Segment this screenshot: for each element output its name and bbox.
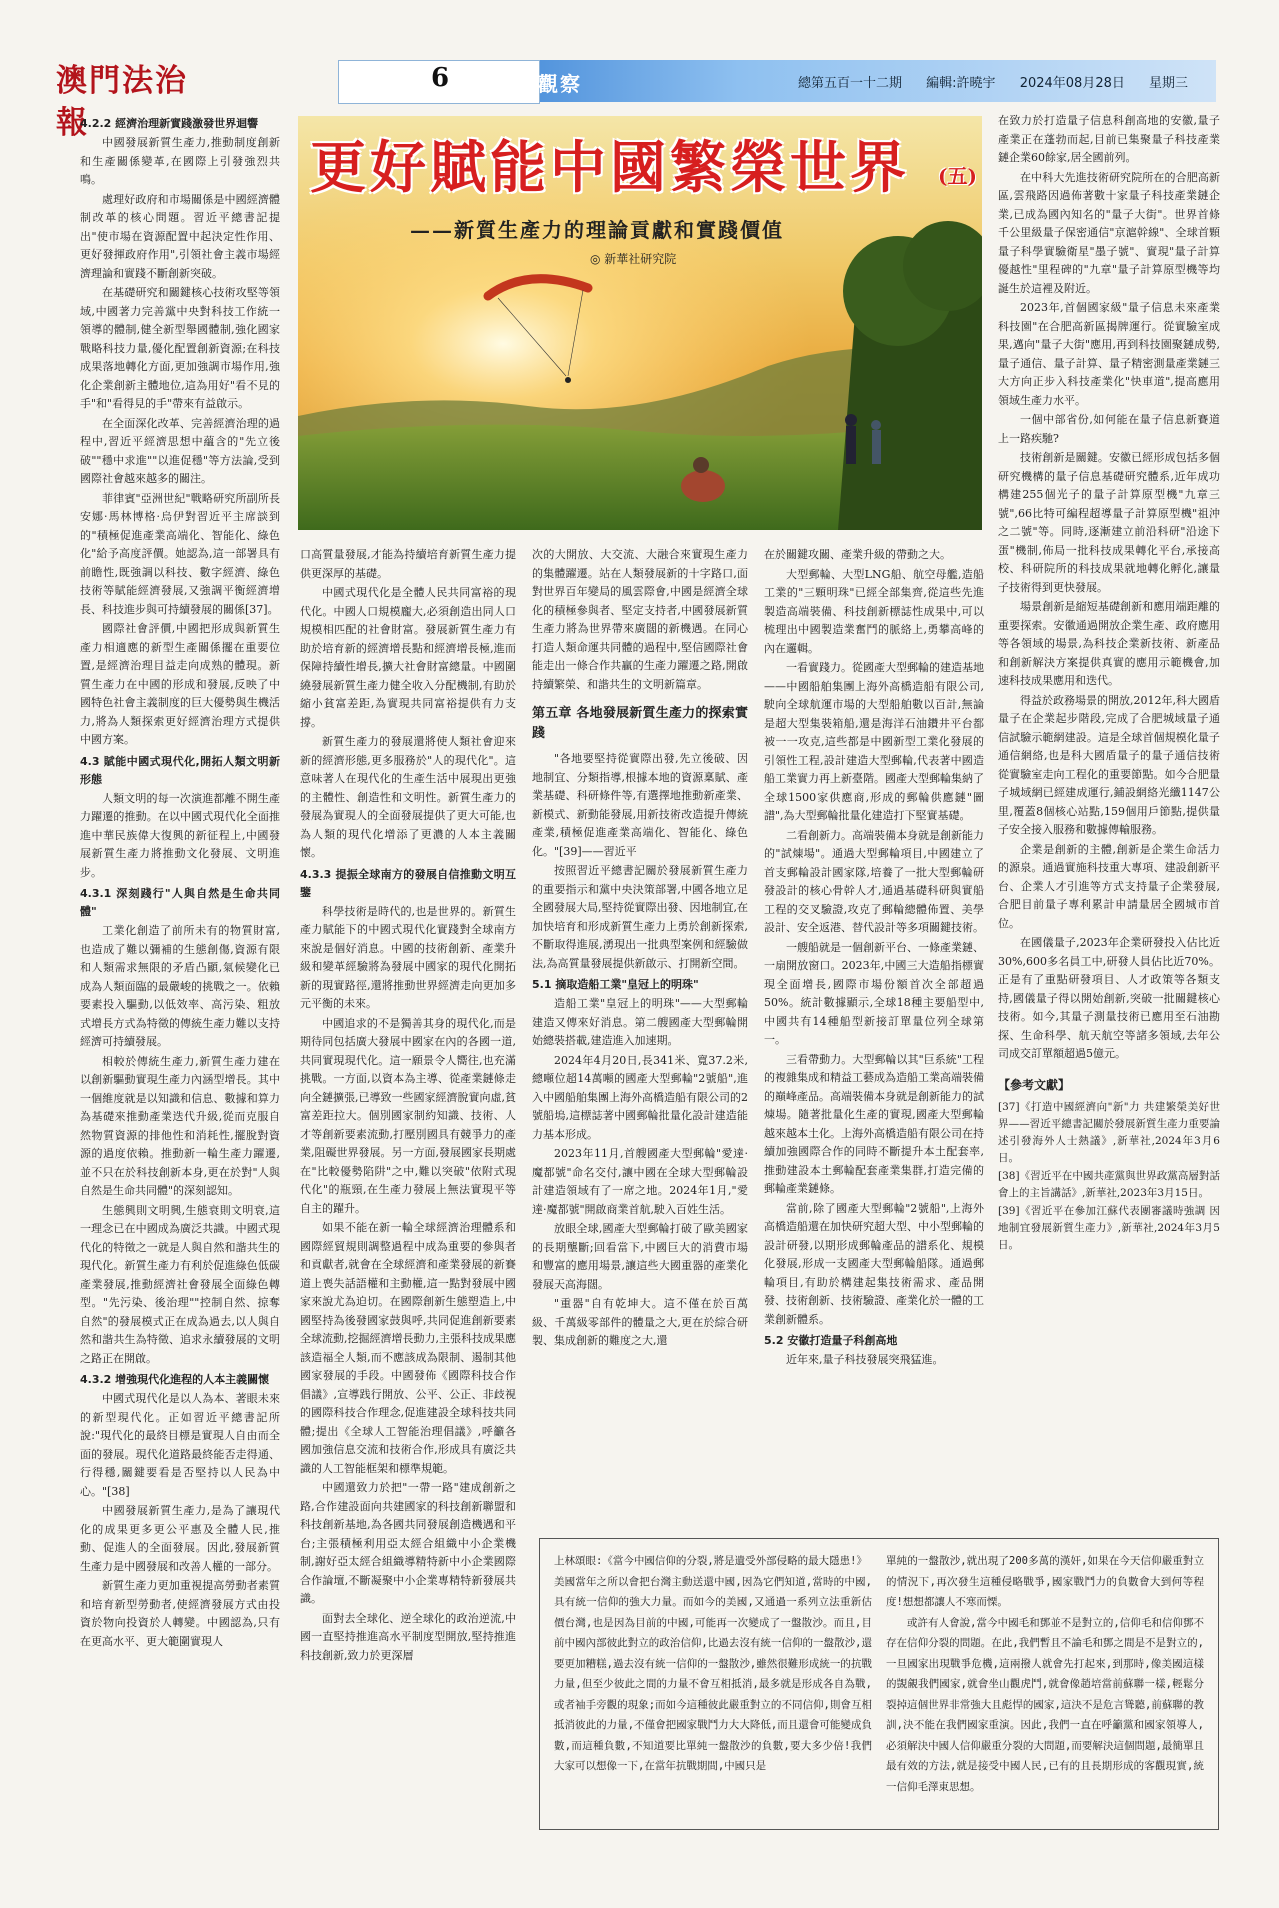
text-column-2 bbox=[300, 546, 516, 1846]
paragraph: 在致力於打造量子信息科創高地的安徽,量子產業正在蓬勃而起,目前已集聚量子科技產業鏈企業60餘家,居全國前列。 bbox=[998, 114, 1220, 164]
box-paragraph: 上林頌眼:《當今中國信仰的分裂,將是遺受外部侵略的最大隱患!》 bbox=[554, 1555, 867, 1567]
paragraph: 中國式現代化是以人為本、著眼未來的新型現代化。正如習近平總書記所說:"現代化的最終目標是實現人自由而全面的發展。現代化道路最終能否走得通、行得穩,關鍵要看是否堅持以人民為中心。"[38] bbox=[80, 1392, 280, 1498]
box-column-right bbox=[886, 1551, 1204, 1821]
paragraph: 在中科大先進技術研究院所在的合肥高新區,雲飛路因過佈著數十家量子科技產業鏈企業,已成為國內知名的"量子大街"。世界首條千公里級量子保密通信"京滬幹線"、全球首顆量子科學實驗衛星"墨子號"、實現"量子計算優越性"里程碑的"九章"量子計算原型機等均誕生於這裡及附近。 bbox=[998, 170, 1220, 295]
subheading: 4.3.1 深刻踐行"人與自然是生命共同體" bbox=[80, 887, 280, 918]
subheading: 4.3.3 提振全球南方的發展自信推動文明互鑒 bbox=[300, 867, 516, 899]
paragraph: 科學技術是時代的,也是世界的。新質生產力賦能下的中國式現代化實踐對全球南方來說是個好消息。中國的技術創新、產業升級和變革經驗將為發展中國家的現代化開拓新的現實路徑,還將推動世界經濟走向更加多元平衡的未來。 bbox=[300, 904, 516, 1010]
boxed-commentary bbox=[539, 1538, 1219, 1830]
paragraph: 口高質量發展,才能為持續培育新質生產力提供更深厚的基礎。 bbox=[300, 548, 516, 580]
chapter-heading: 第五章 各地發展新質生產力的探索實踐 bbox=[532, 706, 748, 741]
subheading: 5.2 安徽打造量子科創高地 bbox=[764, 1334, 898, 1347]
reference-item: [39]《習近平在參加江蘇代表團審議時強調 因地制宜發展新質生產力》,新華社,2024年3月5日。 bbox=[998, 1204, 1220, 1251]
paragraph: 一個中部省份,如何能在量子信息新賽道上一路疾馳? bbox=[998, 413, 1220, 445]
paragraph: 企業是創新的主體,創新是企業生命活力的源泉。通過實施科技重大專項、建設創新平台、企業人才引進等方式支持量子企業發展,合肥目前量子專利累計申請量居全國城市首位。 bbox=[998, 842, 1220, 930]
paragraph: 菲律賓"亞洲世紀"戰略研究所副所長安娜·馬林博格·烏伊對習近平主席談到的"積極促進產業高端化、智能化、綠色化"給予高度評價。她認為,這一部署具有前瞻性,既強調以科技、數字經濟、綠色技術等賦能經濟發展,又強調平衡經濟增長、科技進步與可持續發展的關係[37]。 bbox=[80, 491, 280, 616]
paragraph: 在全面深化改革、完善經濟治理的過程中,習近平經濟思想中蘊含的"先立後破""穩中求進""以進促穩"等方法論,受到國際社會越來越多的關注。 bbox=[80, 416, 280, 485]
paragraph: 國際社會評價,中國把形成與新質生產力相適應的新型生產關係擺在重要位置,是經濟治理目益走向成熟的體現。新質生產力在中國的形成和發展,反映了中國特色社會主義制度的巨大優勢與生機活力,將為人類探索更好經濟治理方式提供中國方案。 bbox=[80, 622, 280, 746]
paragraph: 二看創新力。高端裝備本身就是創新能力的"試煉場"。通過大型郵輪項目,中國建立了首支郵輪設計國家隊,培養了一批大型郵輪研發設計的核心骨幹人才,通過基礎科研與實船工程的交叉驗證,攻克了郵輪總體佈置、美學設計、安全返港、替代設計等多項關鍵技術。 bbox=[764, 828, 984, 934]
article-subtitle: ——新質生產力的理論貢獻和實踐價值 bbox=[410, 218, 784, 242]
text-column-4 bbox=[764, 546, 984, 1514]
paragraph: 場景創新是縮短基礎創新和應用端距離的重要探索。安徽通過開放企業生產、政府應用等各領域的場景,為科技企業新技術、新產品和創新解決方案提供真實的應用示範機會,加速科技成果應用和迭代。 bbox=[998, 600, 1220, 687]
box-paragraph: 美國當年之所以會把台灣主動送還中國,因為它們知道,當時的中國,具有統一信仰的強大力量。而如今的美國,又通過一系列立法重新估價台灣,也是因為目前的中國,可能再一次變成了一盤散沙。而且,目前中國內部彼此對立的政治信仰,比過去沒有統一信仰的一盤散沙,還要更加糟糕,過去沒有統一信仰的一盤散沙,雖然很難形成統一的抗戰力量,但至少彼此之間的力量不會互相抵消,最多就是形成各自為戰,或者袖手旁觀的現象;而如今這種彼此嚴重對立的不同信仰,則會互相抵消彼此的力量,不僅會把國家戰鬥力大大降低,而且還會可能變成負數,而這種負數,不知道要比單純一盤散沙的負數,要大多少倍!我們大家可以想像一下,在當年抗戰期間,中國只是 bbox=[554, 1575, 872, 1772]
paragraph: 在基礎研究和關鍵核心技術攻堅等領域,中國著力完善黨中央對科技工作統一領導的體制,健全新型舉國體制,強化國家戰略科技力量,優化配置創新資源;在科技成果落地轉化方面,更加強調市場作用,強化企業創新主體地位,這為用好"看不見的手"和"看得見的手"帶來有益啟示。 bbox=[80, 286, 280, 410]
reference-item: [37]《打造中國經濟向"新"力 共建繁榮美好世界——習近平總書記關於發展新質生產力重要論述引發海外人士熱議》,新華社,2024年3月6日。 bbox=[998, 1100, 1220, 1164]
paragraph: 在國儀量子,2023年企業研發投入佔比近30%,600多名員工中,研發人員佔比近70%。正是有了重點研發項目、人才政策等各類支持,國儀量子得以開始創新,突破一批關鍵核心技術。如今,其量子測量技術已應用至石油勘探、生命科學、航天航空等諸多領域,去年公司成交訂單額超過5億元。 bbox=[998, 936, 1220, 1060]
issue-number: 總第五百一十二期 bbox=[798, 76, 903, 91]
paragraph: 大型郵輪、大型LNG船、航空母艦,造船工業的"三顆明珠"已經全部集齊,從這些先進製造高端裝備、科技創新標誌性成果中,可以梳理出中國製造業奮鬥的脈絡上,勇攀高峰的內在邏輯。 bbox=[764, 567, 984, 655]
subheading: 4.2.2 經濟治理新實踐激發世界迴響 bbox=[80, 117, 259, 130]
masthead-logo: 澳門法治報 bbox=[56, 63, 188, 141]
paragraph: 中國追求的不是獨善其身的現代化,而是期待同包括廣大發展中國家在內的各國一道,共同實現現代化。這一願景令人嚮往,也充滿挑戰。一方面,以資本為主導、從產業鏈條走向全鏈擴張,已導致一些國家經濟脫實向虛,貧富差距拉大。個別國家制約知識、技術、人才等創新要素流動,打壓別國具有競爭力的產業,阻礙世界發展。另一方面,發展國家長期處在"比較優勢陷阱"之中,難以突破"依附式現代化"的瓶頸,在生產力發展上無法實現平等自主的躍升。 bbox=[300, 1016, 516, 1215]
page-number: 6 bbox=[431, 63, 450, 93]
paragraph: "重器"自有乾坤大。這不僅在於百萬級、千萬級零部件的體量之大,更在於綜合研製、集成創新的難度之大,還 bbox=[532, 1297, 748, 1347]
paragraph: 2023年,首個國家級"量子信息未來產業科技園"在合肥高新區揭牌運行。從實驗室成果,邁向"量子大街"應用,再到科技園聚鏈成勢,量子通信、量子計算、量子精密測量產業鏈三大方向正步入科技產業化"快車道",提高應用領域生產力水平。 bbox=[998, 301, 1220, 407]
paragraph: 中國還致力於把"一帶一路"建成創新之路,合作建設面向共建國家的科技創新聯盟和科技創新基地,為各國共同發展創造機遇和平台;主張積極利用亞太經合組織中小企業機制,謝好亞太經合組織導精特新中小企業國際合作論壇,不斷凝聚中小企業專精特新發展共識。 bbox=[300, 1481, 516, 1605]
subheading: 4.3.2 增強現代化進程的人本主義關懷 bbox=[80, 1373, 270, 1386]
paragraph: 新質生產力更加重視提高勞動者素質和培育新型勞動者,使經濟發展方式由投資於物向投資於人轉變。中國認為,只有在更高水平、更大範圍實現人 bbox=[80, 1579, 280, 1648]
paragraph: 按照習近平總書記關於發展新質生產力的重要指示和黨中央決策部署,中國各地立足全國發展大局,堅持從實際出發、因地制宜,在加快培育和形成新質生產力上勇於創新探索,不斷取得進展,湧現出一批典型案例和經驗做法,為高質量發展提供新啟示、打開新空間。 bbox=[532, 864, 748, 970]
article-author: ◎ 新華社研究院 bbox=[590, 252, 677, 266]
subheading: 5.1 摘取造船工業"皇冠上的明珠" bbox=[532, 978, 699, 991]
article-part-label: (五) bbox=[938, 164, 977, 188]
box-paragraph: 或許有人會說,當今中國毛和鄧並不是對立的,信仰毛和信仰鄧不存在信仰分裂的問題。在此,我們暫且不論毛和鄧之間是不是對立的,一旦國家出現戰爭危機,這兩撥人就會先打起來,到那時,像美國這樣的覬覦我們國家,就會坐山觀虎鬥,就會像趙培當前蘇聯一樣,輕鬆分裂掉這個世界非常強大且彪悍的國家,這決不是危言聳聽,前蘇聯的教訓,決不能在我們國家重演。因此,我們一直在呼籲黨和國家領導人,必須解決中國人信仰嚴重分裂的大問題,而要解決這個問題,最簡單且最有效的方法,就是接受中國人民,已有的且長期形成的客觀現實,統一信仰毛澤東思想。 bbox=[886, 1616, 1204, 1793]
text-column-1 bbox=[80, 112, 280, 1852]
paragraph: 人類文明的每一次演進都離不開生產力躍遷的推動。在以中國式現代化全面推進中華民族偉大復興的新征程上,中國發展新質生產力將推動文化發展、文明進步。 bbox=[80, 791, 280, 879]
issue-meta bbox=[798, 72, 1208, 91]
quote-paragraph: "各地要堅持從實際出發,先立後破、因地制宜、分類指導,根據本地的資源稟賦、產業基礎、科研條件等,有選擇地推動新產業、新模式、新動能發展,用新技術改造提升傳統產業,積極促進產業高端化、智能化、綠色化。"[39]——習近平 bbox=[532, 752, 748, 858]
paragraph: 工業化創造了前所未有的物質財富,也造成了難以彌補的生態創傷,資源有限和人類需求無限的矛盾凸顯,氣候變化已成為人類面臨的最嚴峻的挑戰之一。依賴要素投入驅動,以低效率、高污染、粗放式增長方式為特徵的傳統生產力難以支持經濟可持續發展。 bbox=[80, 924, 280, 1048]
paragraph: 一艘船就是一個創新平台、一條產業鏈、一扇開放窗口。2023年,中國三大造船指標實現全面增長,國際市場份額首次全部超過50%。統計數據顯示,全球18種主要船型中,中國共有14種船型新接訂單量位列全球第一。 bbox=[764, 940, 984, 1046]
article-title: 更好賦能中國繁榮世界 bbox=[310, 135, 910, 201]
paragraph: 面對去全球化、逆全球化的政治逆流,中國一直堅持推進高水平制度型開放,堅持推進科技創新,致力於更深層 bbox=[300, 1611, 516, 1662]
paragraph: 次的大開放、大交流、大融合來實現生產力的集體躍遷。站在人類發展新的十字路口,面對世界百年變局的風雲際會,中國是經濟全球化的積極參與者、堅定支持者,中國發展新質生產力將為世界帶來廣闊的新機遇。在同心打造人類命運共同體的過程中,堅信國際社會能走出一條合作共贏的生產力躍遷之路,開啟持續繁榮、和諧共生的文明新篇章。 bbox=[532, 548, 748, 691]
paragraph: 處理好政府和市場關係是中國經濟體制改革的核心問題。習近平總書記提出"使市場在資源配置中起決定性作用、更好發揮政府作用",引領社會主義市場經濟理論和實踐不斷創新突破。 bbox=[80, 192, 280, 280]
paragraph: 中國式現代化是全體人民共同富裕的現代化。中國人口規模龐大,必須創造出同人口規模相匹配的社會財富。發展新質生產力有助於培育新的經濟增長點和經濟增長極,進而保障持續性增長,擴大社會財富總量。中國圍繞發展新質生產力健全收入分配機制,有助於縮小貧富差距,為實現共同富裕提供有力支撐。 bbox=[300, 586, 516, 729]
paragraph: 近年來,量子科技發展突飛猛進。 bbox=[786, 1353, 944, 1366]
paragraph: 放眼全球,國產大型郵輪打破了歐美國家的長期壟斷;回看當下,中國巨大的消費市場和豐富的應用場景,讓這些大國重器的產業化發展天高海闊。 bbox=[532, 1222, 748, 1291]
box-column-left bbox=[554, 1551, 872, 1821]
subheading: 4.3 賦能中國式現代化,開拓人類文明新形態 bbox=[80, 754, 280, 786]
editor-name: 編輯:許曉宇 bbox=[926, 76, 996, 91]
issue-date: 2024年08月28日 bbox=[1019, 76, 1125, 91]
box-paragraph: 單純的一盤散沙,就出現了200多萬的漢奸,如果在今天信仰嚴重對立的情況下,再次發生這種侵略戰爭,國家戰鬥力的負數會大到何等程度!想想都讓人不寒而慄。 bbox=[886, 1555, 1204, 1608]
paragraph: 三看帶動力。大型郵輪以其"巨系統"工程的複雜集成和精益工藝成為造船工業高端裝備的巔峰產品。高端裝備本身就是創新能力的試煉場。隨著批量化生產的實現,國產大型郵輪越來越本土化。上海外高橋造船有限公司在持續加強國際合作的同時不斷提升本土配套率,推動建設本土郵輪配套產業集群,打造完備的郵輪產業鏈條。 bbox=[764, 1052, 984, 1195]
paragraph: 新質生產力的發展還將使人類社會迎來新的經濟形態,更多服務於"人的現代化"。這意味著人在現代化的生產生活中展現出更強的主體性、創造性和文明性。新質生產力的發展為實現人的全面發展提供了更大可能,也為人類的現代化增添了更濃的人本主義關懷。 bbox=[300, 735, 516, 859]
paragraph: 2023年11月,首艘國產大型郵輪"愛達·魔都號"命名交付,讓中國在全球大型郵輪設計建造領域有了一席之地。2024年1月,"愛達·魔都號"開啟商業首航,駛入百姓生活。 bbox=[532, 1147, 748, 1216]
paragraph: 如果不能在新一輪全球經濟治理體系和國際經貿規則調整過程中成為重要的參與者和貢獻者,就會在全球經濟和產業發展的新賽道上喪失話語權和主動權,這一點對發展中國家來說尤為迫切。在國際創新生態塑造上,中國堅持為後發國家鼓與呼,共同促進創新要素全球流動,挖掘經濟增長動力,主張科技成果應該造福全人類,而不應該成為限制、遏制其他國家發展的手段。中國發佈《國際科技合作倡議》,宣導践行開放、公平、公正、非歧視的國際科技合作理念,促進建設全球科技共同體;提出《全球人工智能治理倡議》,呼籲各國加強信息交流和技術合作,形成具有廣泛共識的人工智能框架和標準規範。 bbox=[300, 1221, 516, 1475]
paragraph: 技術創新是關鍵。安徽已經形成包括多個研究機構的量子信息基礎研究體系,近年成功構建255個光子的量子計算原型機"九章三號",66比特可編程超導量子計算原型機"祖沖之二號"等。同時,逐漸建立前沿科研"沿途下蛋"機制,佈局一批科技成果轉化平台,承接高校、科研院所的科技成果就地轉化孵化,讓量子技術得到更快發展。 bbox=[998, 451, 1220, 594]
paragraph: 中國發展新質生產力,是為了讓現代化的成果更多更公平惠及全體人民,推動、促進人的全面發展。因此,發展新質生產力是中國發展和改善人權的一部分。 bbox=[80, 1504, 280, 1573]
paragraph: 在於關鍵攻關、產業升級的帶動之大。 bbox=[764, 548, 951, 561]
paragraph: 一看實踐力。從國產大型郵輪的建造基地——中國船舶集團上海外高橋造船有限公司,駛向全球航運市場的大型船舶數以百計,無論是超大型集裝箱船,還是海洋石油鑽井平台都被一一攻克,這些都是中國新型工業化發展的引領性工程,設計建造大型郵輪,代表著中國造船工業實力再上新臺階。國產大型郵輪集納了全球1500家供應商,形成的郵輪供應鏈"圖譜",為大型郵輪批量化建造打下堅實基礎。 bbox=[764, 661, 984, 822]
references-heading: 【參考文獻】 bbox=[998, 1077, 1071, 1092]
paragraph: 造船工業"皇冠上的明珠"——大型郵輪建造又傳來好消息。第二艘國產大型郵輪開始總裝搭載,建造進入加速期。 bbox=[532, 997, 748, 1047]
text-column-3 bbox=[532, 546, 748, 1514]
hero-photo bbox=[298, 116, 982, 530]
paragraph: 2024年4月20日,長341米、寬37.2米,總噸位超14萬噸的國產大型郵輪"2號船",進入中國船舶集團上海外高橋造船有限公司的2號船塢,這標誌著中國郵輪批量化設計建造能力基本形成。 bbox=[532, 1053, 748, 1141]
paragraph: 當前,除了國產大型郵輪"2號船",上海外高橋造船還在加快研究超大型、中小型郵輪的設計研發,以期形成郵輪產品的譜系化、規模化發展,形成一支國產大型郵輪船隊。通過郵輪項目,有助於構建起集技術需求、產品開發、技術創新、技術驗證、產業化於一體的工業創新體系。 bbox=[764, 1201, 984, 1326]
text-column-5 bbox=[998, 112, 1220, 1520]
paragraph: 得益於政務場景的開放,2012年,科大國盾量子在企業起步階段,完成了合肥城域量子通信試驗示範網建設。這是全球首個規模化量子通信網絡,也是科大國盾量子的量子通信技術從實驗室走向工程化的重要節點。如今合肥量子城域網已經建成運行,鋪設網絡光纖1147公里,覆蓋8個核心站點,159個用戶節點,提供量子安全接入服務和數據傳輸服務。 bbox=[998, 693, 1220, 836]
issue-weekday: 星期三 bbox=[1149, 76, 1189, 91]
paragraph: 相較於傳統生產力,新質生產力建在以創新驅動實現生產力內涵型增長。其中一個維度就是以知識和信息、數據和算力為基礎來推動產業迭代升級,從而克服自然物質資源的排他性和消耗性,擺脫對資源的過度依賴。推動新一輪生產力躍遷,並不只在於科技創新本身,更在於對"人與自然是生命共同體"的深刻認知。 bbox=[80, 1054, 280, 1197]
section-title: 理論觀察 bbox=[494, 72, 582, 96]
reference-item: [38]《習近平在中國共產黨與世界政黨高層對話會上的主旨講話》,新華社,2023年3月15日。 bbox=[998, 1169, 1220, 1199]
paragraph: 生態興則文明興,生態衰則文明衰,這一理念已在中國成為廣泛共識。中國式現代化的特徵之一就是人與自然和諧共生的現代化。新質生產力有利於促進綠色低碳產業發展,推動經濟社會發展全面綠色轉型。"先污染、後治理""控制自然、掠奪自然"的發展模式正在成為過去,以人與自然和諧共生為特徵、追求永續發展的文明之路正在開啟。 bbox=[80, 1203, 280, 1365]
paragraph: 中國發展新質生產力,推動制度創新和生產關係變革,在國際上引發強烈共鳴。 bbox=[80, 136, 280, 186]
